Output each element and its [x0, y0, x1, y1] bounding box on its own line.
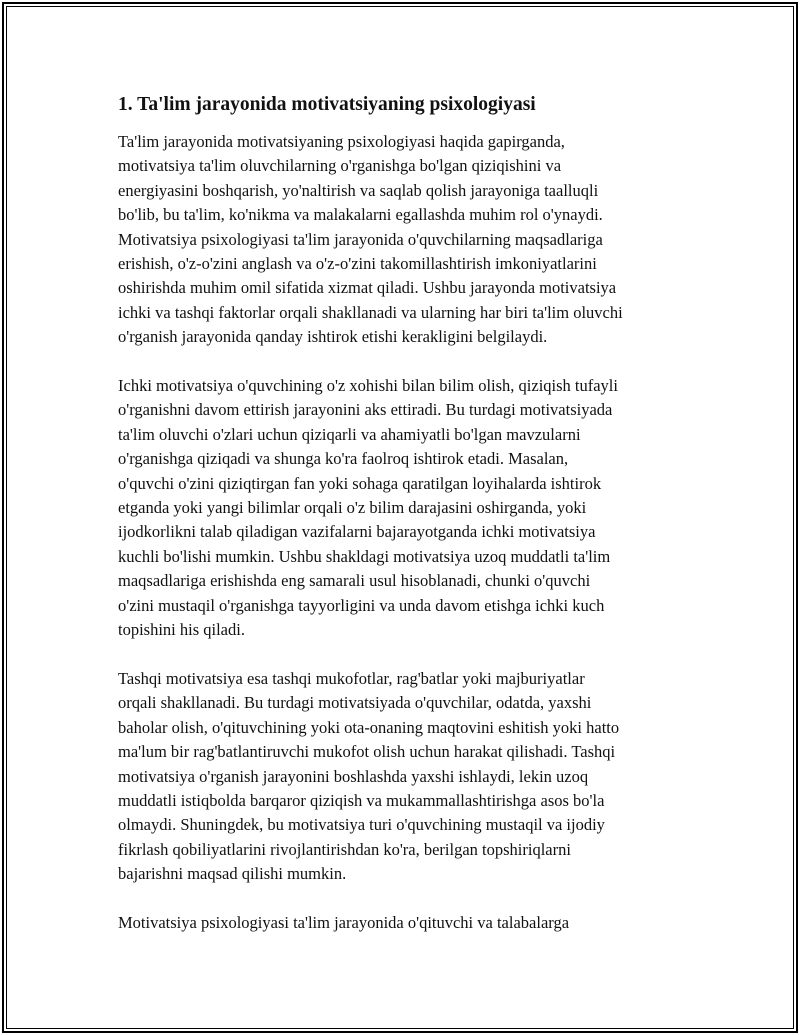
text-line: oshirishda muhim omil sifatida xizmat qiladi. Ushbu jarayonda motivatsiya	[118, 278, 617, 298]
text-line: o'quvchi o'zini qiziqtirgan fan yoki sohaga qaratilgan loyihalarda ishtirok	[118, 473, 602, 493]
paragraph-intro	[118, 130, 690, 350]
text-line: etganda yoki yangi bilimlar orqali o'z bilim darajasini oshirganda, yoki	[118, 498, 587, 518]
paragraph-conclusion	[118, 911, 690, 935]
text-line: fikrlash qobiliyatlarini rivojlantirishdan ko'ra, berilgan topshiriqlarni	[118, 839, 571, 859]
text-line: bo'lib, bu ta'lim, ko'nikma va malakalarni egallashda muhim rol o'ynaydi.	[118, 205, 603, 225]
text-line: o'zini mustaqil o'rganishga tayyorligini va unda davom etishga ichki kuch	[118, 595, 605, 615]
text-line: ma'lum bir rag'batlantiruvchi mukofot olish uchun harakat qilishadi. Tashqi	[118, 742, 616, 762]
text-line: Motivatsiya psixologiyasi ta'lim jarayonida o'qituvchi va talabalarga	[118, 912, 570, 932]
text-line: Tashqi motivatsiya esa tashqi mukofotlar, rag'batlar yoki majburiyatlar	[118, 668, 585, 688]
text-line: baholar olish, o'qituvchining yoki ota-onaning maqtovini eshitish yoki hatto	[118, 717, 620, 737]
text-line: Motivatsiya psixologiyasi ta'lim jarayonida o'quvchilarning maqsadlariga	[118, 229, 603, 249]
text-line: motivatsiya ta'lim oluvchilarning o'rganishga bo'lgan qiziqishini va	[118, 156, 562, 176]
text-line: o'rganishni davom ettirish jarayonini aks ettiradi. Bu turdagi motivatsiyada	[118, 400, 613, 420]
paragraph-intrinsic-motivation	[118, 374, 690, 642]
text-line: ijodkorlikni talab qiladigan vazifalarni bajarayotganda ichki motivatsiya	[118, 522, 596, 542]
text-line: orqali shakllanadi. Bu turdagi motivatsiyada o'quvchilar, odatda, yaxshi	[118, 693, 592, 713]
document-body	[118, 92, 690, 960]
text-line: olmaydi. Shuningdek, bu motivatsiya turi o'quvchining mustaqil va ijodiy	[118, 815, 605, 835]
text-line: erishish, o'z-o'zini anglash va o'z-o'zini takomillashtirish imkoniyatlarini	[118, 254, 597, 274]
text-line: topishini his qiladi.	[118, 620, 245, 640]
text-line: o'rganish jarayonida qanday ishtirok etishi kerakligini belgilaydi.	[118, 327, 548, 347]
text-line: motivatsiya o'rganish jarayonini boshlashda yaxshi ishlaydi, lekin uzoq	[118, 766, 589, 786]
text-line: bajarishni maqsad qilishi mumkin.	[118, 864, 347, 884]
text-line: muddatli istiqbolda barqaror qiziqish va mukammallashtirishga asos bo'la	[118, 790, 605, 810]
text-line: maqsadlariga erishishda eng samarali usul hisoblanadi, chunki o'quvchi	[118, 571, 591, 591]
text-line: o'rganishga qiziqadi va shunga ko'ra faolroq ishtirok etadi. Masalan,	[118, 449, 569, 469]
text-line: Ichki motivatsiya o'quvchining o'z xohishi bilan bilim olish, qiziqish tufayli	[118, 376, 618, 396]
section-heading: 1. Ta'lim jarayonida motivatsiyaning psixologiyasi	[118, 94, 536, 115]
text-line: ichki va tashqi faktorlar orqali shakllanadi va ularning har biri ta'lim oluvchi	[118, 302, 623, 322]
text-line: Ta'lim jarayonida motivatsiyaning psixologiyasi haqida gapirganda,	[118, 132, 565, 151]
text-line: energiyasini boshqarish, yo'naltirish va saqlab qolish jarayoniga taalluqli	[118, 180, 599, 200]
text-line: ta'lim oluvchi o'zlari uchun qiziqarli va ahamiyatli bo'lgan mavzularni	[118, 424, 581, 444]
paragraph-extrinsic-motivation	[118, 667, 690, 887]
text-line: kuchli bo'lishi mumkin. Ushbu shakldagi motivatsiya uzoq muddatli ta'lim	[118, 546, 611, 566]
